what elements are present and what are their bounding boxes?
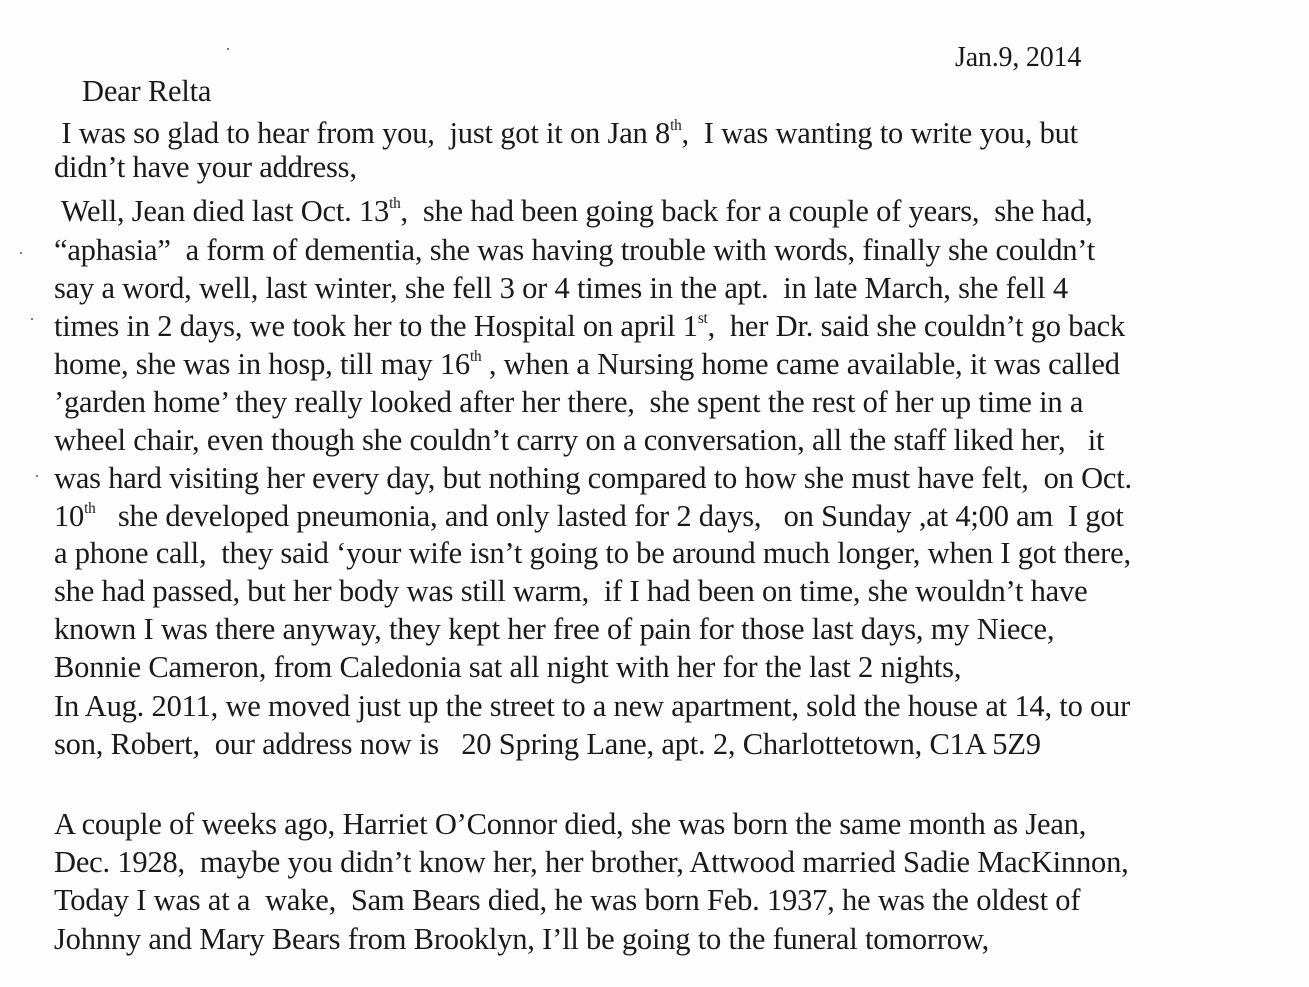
body-line: Well, Jean died last Oct. 13th, she had been going back for a couple of years, she had, (54, 194, 1093, 228)
body-line: Johnny and Mary Bears from Brooklyn, I’ll be going to the funeral tomorrow, (54, 922, 990, 956)
body-line: was hard visiting her every day, but nothing compared to how she must have felt, on Oct. (54, 461, 1132, 495)
body-line: ’garden home’ they really looked after her there, she spent the rest of her up time in a (54, 385, 1084, 419)
body-line: times in 2 days, we took her to the Hospital on april 1st, her Dr. said she couldn’t go back (54, 309, 1126, 343)
body-line: 10th she developed pneumonia, and only lasted for 2 days, on Sunday ,at 4;00 am I got (54, 499, 1124, 533)
scan-speck (36, 475, 38, 477)
body-line: “aphasia” a form of dementia, she was having trouble with words, finally she couldn’t (54, 233, 1095, 267)
scan-speck (20, 252, 22, 254)
body-line: didn’t have your address, (54, 150, 357, 184)
body-line: Dec. 1928, maybe you didn’t know her, her brother, Attwood married Sadie MacKinnon, (54, 845, 1129, 879)
body-line: Today I was at a wake, Sam Bears died, he was born Feb. 1937, he was the oldest of (54, 883, 1081, 917)
scan-speck (227, 48, 229, 50)
body-line: Bonnie Cameron, from Caledonia sat all night with her for the last 2 nights, (54, 650, 962, 684)
body-line: I was so glad to hear from you, just got it on Jan 8th, I was wanting to write you, but (54, 116, 1078, 150)
body-line: say a word, well, last winter, she fell 3 or 4 times in the apt. in late March, she fell 4 (54, 271, 1068, 305)
body-line: son, Robert, our address now is 20 Spring Lane, apt. 2, Charlottetown, C1A 5Z9 (54, 727, 1041, 761)
body-line: wheel chair, even though she couldn’t carry on a conversation, all the staff liked her, it (54, 423, 1105, 457)
letter-date: Jan.9, 2014 (955, 42, 1082, 73)
body-line: In Aug. 2011, we moved just up the street to a new apartment, sold the house at 14, to our (54, 689, 1131, 723)
salutation: Dear Relta (82, 74, 212, 108)
body-line: a phone call, they said ‘your wife isn’t going to be around much longer, when I got there, (54, 536, 1131, 570)
scan-speck (31, 318, 33, 320)
body-line: home, she was in hosp, till may 16th , when a Nursing home came available, it was called (54, 347, 1120, 381)
body-line: she had passed, but her body was still warm, if I had been on time, she wouldn’t have (54, 574, 1088, 608)
body-line: A couple of weeks ago, Harriet O’Connor died, she was born the same month as Jean, (54, 807, 1087, 841)
body-line: known I was there anyway, they kept her free of pain for those last days, my Niece, (54, 612, 1055, 646)
